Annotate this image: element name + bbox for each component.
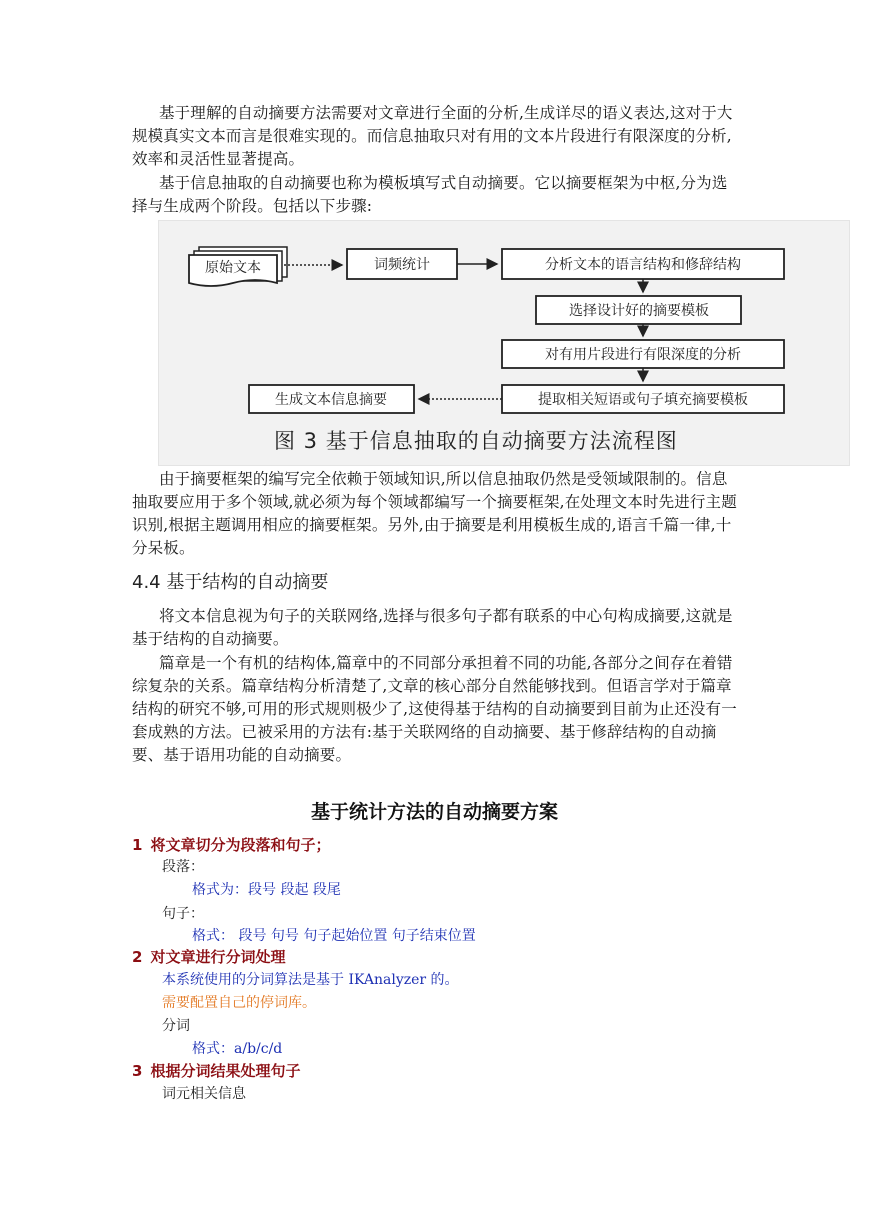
box-extract-text: 提取相关短语或句子填充摘要模板 xyxy=(538,392,748,408)
stopwords-note: 需要配置自己的停词库。 xyxy=(162,995,316,1011)
segmentation-label: 分词 xyxy=(162,1018,190,1034)
figure-caption: 图 3 基于信息抽取的自动摘要方法流程图 xyxy=(274,429,678,453)
section-title: 基于统计方法的自动摘要方案 xyxy=(310,801,558,823)
paragraph-limitations: 由于摘要框架的编写完全依赖于领域知识,所以信息抽取仍然是受领域限制的。信息抽取要应用于多个领域,就必须为每个领域都编写一个摘要框架,在处理文本时先进行主题识别,根据主题调用相应的摘要框架。另外,由于摘要是利用模板生成的,语言千篇一律,十分呆板。 xyxy=(132,470,737,557)
box-generate-text: 生成文本信息摘要 xyxy=(275,392,387,408)
heading-structure-summary: 4.4 基于结构的自动摘要 xyxy=(132,572,329,593)
box-source-text: 原始文本 xyxy=(205,260,261,276)
step-1-heading xyxy=(132,834,330,856)
box-select-text: 选择设计好的摘要模板 xyxy=(569,303,709,319)
step-3-heading xyxy=(132,1060,300,1082)
step-1-number: 1 xyxy=(132,836,143,854)
step-3-title: 根据分词结果处理句子 xyxy=(150,1062,301,1080)
flowchart-figure xyxy=(158,220,850,466)
box-analyze-text: 分析文本的语言结构和修辞结构 xyxy=(545,257,741,273)
step-2-title: 对文章进行分词处理 xyxy=(150,948,286,966)
segmentation-algorithm: 本系统使用的分词算法是基于 IKAnalyzer 的。 xyxy=(162,972,459,988)
segmentation-format: 格式：a/b/c/d xyxy=(192,1041,283,1057)
step-2-number: 2 xyxy=(132,948,143,966)
step-1-title: 将文章切分为段落和句子； xyxy=(150,836,331,854)
paragraph-structure-def: 将文本信息视为句子的关联网络,选择与很多句子都有联系的中心句构成摘要,这就是基于结构的自动摘要。 xyxy=(132,607,733,648)
paragraph-format: 格式为：段号 段起 段尾 xyxy=(192,882,341,898)
step-3-number: 3 xyxy=(132,1062,143,1080)
paragraph-discourse: 篇章是一个有机的结构体,篇章中的不同部分承担着不同的功能,各部分之间存在着错综复杂的关系。篇章结构分析清楚了,文章的核心部分自然能够找到。但语言学对于篇章结构的研究不够,可用的形式规则极少了,这使得基于结构的自动摘要到目前为止还没有一套成熟的方法。已被采用的方法有:基于关联网络的自动摘要、基于修辞结构的自动摘要、基于语用功能的自动摘要。 xyxy=(132,654,737,764)
box-freq-text: 词频统计 xyxy=(374,257,430,273)
sentence-label: 句子： xyxy=(162,906,204,922)
token-info-label: 词元相关信息 xyxy=(162,1086,246,1102)
paragraph-label: 段落： xyxy=(162,859,204,875)
step-2-heading xyxy=(132,946,285,968)
paragraph-extraction-intro: 基于信息抽取的自动摘要也称为模板填写式自动摘要。它以摘要框架为中枢,分为选择与生成两个阶段。包括以下步骤: xyxy=(132,174,728,215)
sentence-format: 格式： 段号 句号 句子起始位置 句子结束位置 xyxy=(192,928,476,944)
box-limited-text: 对有用片段进行有限深度的分析 xyxy=(545,347,741,363)
paragraph-understanding: 基于理解的自动摘要方法需要对文章进行全面的分析,生成详尽的语义表达,这对于大规模真实文本而言是很难实现的。而信息抽取只对有用的文本片段进行有限深度的分析,效率和灵活性显著提高。 xyxy=(132,104,733,168)
